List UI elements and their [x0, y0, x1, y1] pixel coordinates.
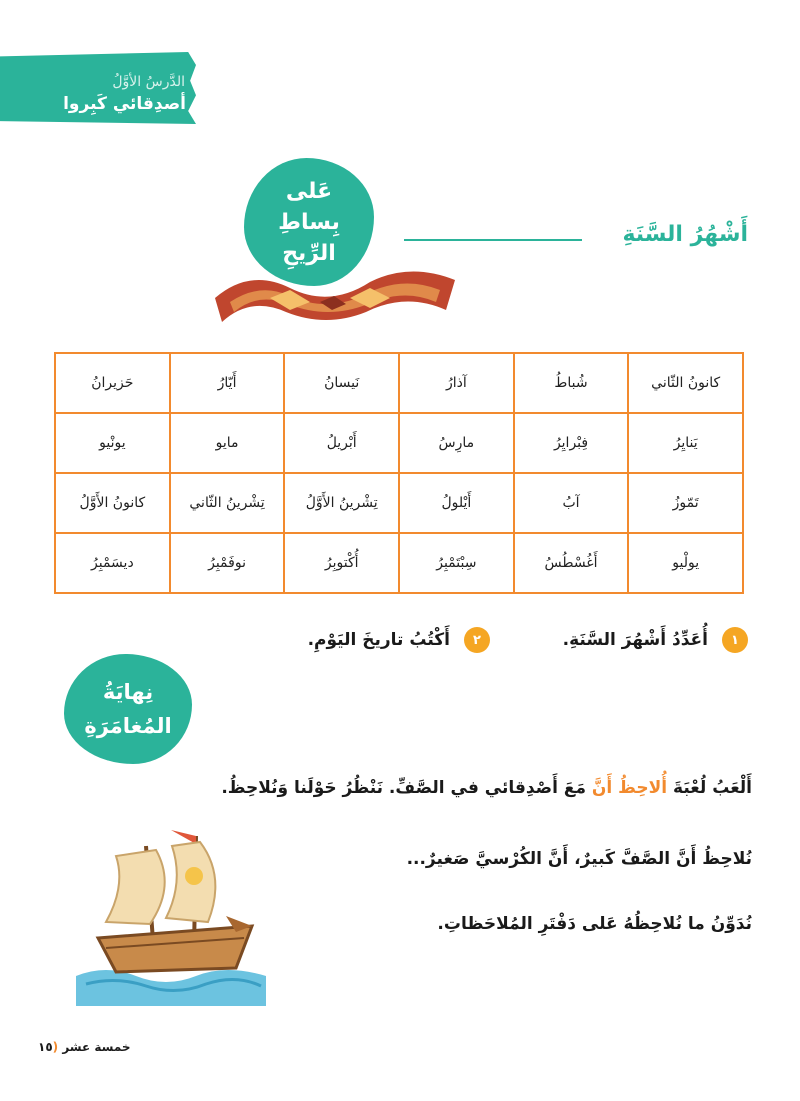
table-cell: يونْيو — [55, 413, 170, 473]
badge-line: الرِّيحِ — [282, 240, 336, 266]
table-row — [55, 353, 743, 413]
table-cell: فِبْرايِرُ — [514, 413, 629, 473]
table-cell: مايو — [170, 413, 285, 473]
question-text: أَكْتُبُ تاريخَ اليَوْمِ. — [307, 630, 450, 650]
table-cell: تِشْرينُ الأَوَّلُ — [284, 473, 399, 533]
table-cell: أُكْتوبِرُ — [284, 533, 399, 593]
highlighted-game-name: أُلاحِظُ أَنَّ — [591, 778, 668, 798]
table-cell: نوفَمْبِرُ — [170, 533, 285, 593]
question-number-badge: ١ — [722, 627, 748, 653]
page-number: خمسة عشر (١٥ — [38, 1040, 131, 1054]
page-number-digits: ١٥ — [38, 1040, 53, 1054]
question-number-badge: ٢ — [464, 627, 490, 653]
table-row — [55, 533, 743, 593]
lesson-label: الدَّرسُ الأوَّلُ — [112, 74, 185, 90]
table-cell: مارِسُ — [399, 413, 514, 473]
question-1 — [563, 625, 748, 655]
table-cell: أَغُسْطُسُ — [514, 533, 629, 593]
table-cell: سِبْتَمْبِرُ — [399, 533, 514, 593]
question-2 — [308, 625, 490, 655]
table-cell: آذارُ — [399, 353, 514, 413]
table-cell: يَنايِرُ — [628, 413, 743, 473]
table-cell: كانونُ الثّاني — [628, 353, 743, 413]
lesson-title: أصدِقائي كَبِروا — [63, 94, 186, 114]
table-cell: ديسَمْبِرُ — [55, 533, 170, 593]
table-cell: كانونُ الأَوَّلُ — [55, 473, 170, 533]
table-cell: أَيْلولُ — [399, 473, 514, 533]
page-number-text: خمسة عشر — [62, 1040, 131, 1054]
table-cell: أَيّارُ — [170, 353, 285, 413]
table-cell: يولْيو — [628, 533, 743, 593]
table-cell: شُباطُ — [514, 353, 629, 413]
table-row — [55, 473, 743, 533]
badge-line: عَلى — [285, 178, 333, 204]
months-table — [54, 352, 744, 594]
table-cell: آبُ — [514, 473, 629, 533]
table-row — [55, 413, 743, 473]
title-underline — [404, 239, 582, 241]
badge-line: بِساطِ — [278, 209, 340, 235]
section-title: أَشْهُرُ السَّنَةِ — [622, 222, 748, 247]
paragraph-text: مَعَ أَصْدِقائي في الصَّفِّ. نَنْظُرُ حَوْلَنا وَنُلاحِظُ. — [221, 778, 586, 798]
question-text: أُعَدِّدُ أَشْهُرَ السَّنَةِ. — [562, 630, 708, 650]
table-cell: تِشْرينُ الثّاني — [170, 473, 285, 533]
section-badge-end — [64, 654, 192, 764]
section-badge-carpet — [244, 158, 374, 286]
paragraph-text: أَلْعَبُ لُعْبَةَ — [673, 778, 752, 798]
paragraph-line-3: نُدَوِّنُ ما نُلاحِظُهُ عَلى دَفْتَرِ المُلاحَظاتِ. — [437, 914, 752, 934]
table-cell: نَيسانُ — [284, 353, 399, 413]
table-cell: حَزيرانُ — [55, 353, 170, 413]
badge-line: نِهايَةُ — [102, 680, 154, 704]
sailing-ship-illustration — [76, 826, 266, 1006]
table-cell: تَمّوزُ — [628, 473, 743, 533]
paragraph-line-2: نُلاحِظُ أَنَّ الصَّفَّ كَبيرٌ، أَنَّ الكُرْسيَّ صَغيرٌ... — [406, 849, 752, 869]
paragraph-line-1 — [221, 778, 752, 798]
table-cell: أَبْريلُ — [284, 413, 399, 473]
badge-line: المُغامَرَةِ — [84, 714, 172, 738]
